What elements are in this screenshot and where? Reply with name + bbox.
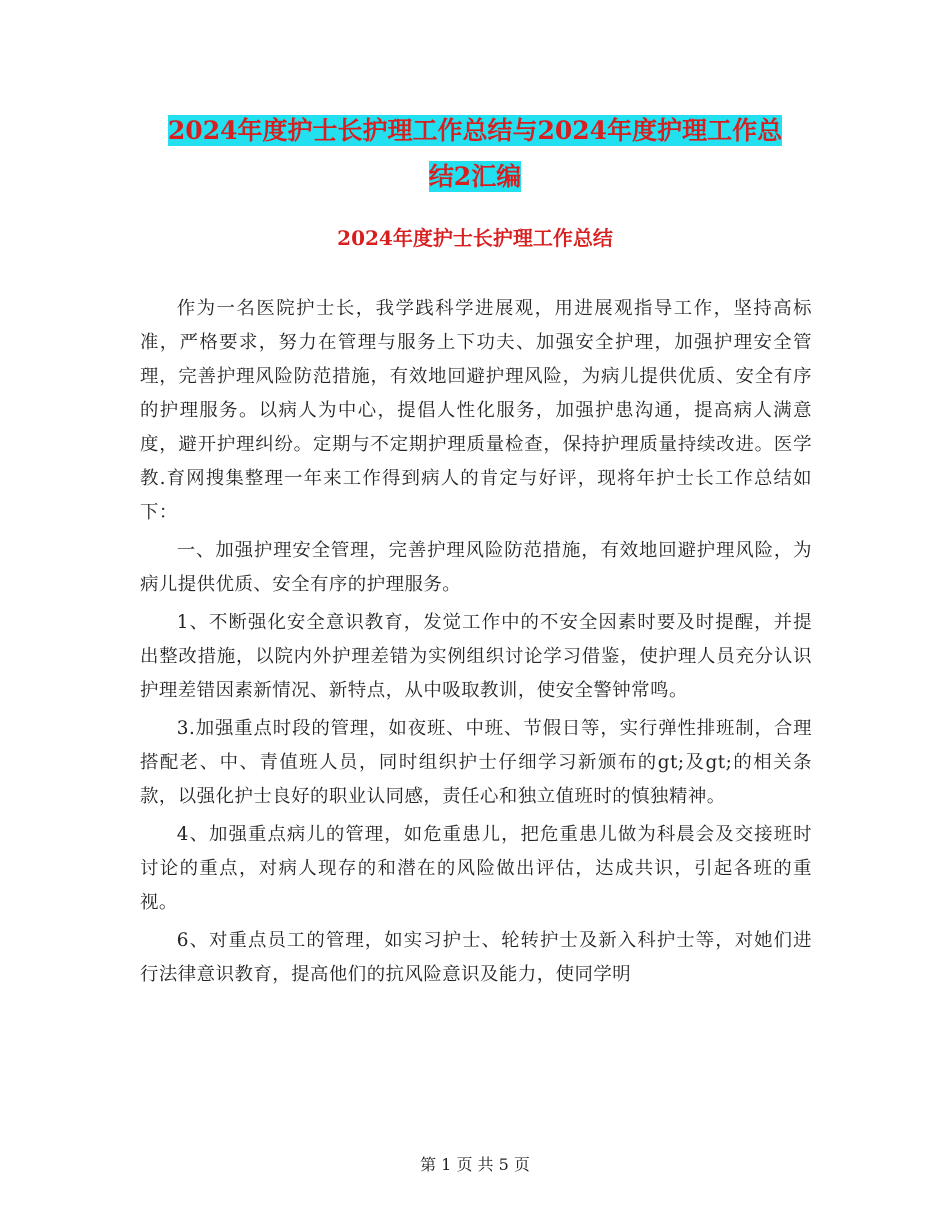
paragraph-section-1: 一、加强护理安全管理，完善护理风险防范措施，有效地回避护理风险，为病儿提供优质、安全有序的护理服务。 xyxy=(140,540,812,595)
paragraph-item-4: 4、加强重点病儿的管理，如危重患儿，把危重患儿做为科晨会及交接班时讨论的重点，对病人现存的和潜在的风险做出评估，达成共识，引起各班的重视。 xyxy=(140,824,812,913)
document-title-line-2: 结2汇编 xyxy=(428,162,522,191)
document-title-line-1: 2024年度护士长护理工作总结与2024年度护理工作总 xyxy=(167,116,783,145)
document-title xyxy=(0,108,950,200)
paragraph-item-1: 1、不断强化安全意识教育，发觉工作中的不安全因素时要及时提醒，并提出整改措施，以院内外护理差错为实例组织讨论学习借鉴，使护理人员充分认识护理差错因素新情况、新特点，从中吸取教训，使安全警钟常鸣。 xyxy=(140,612,812,701)
document-body xyxy=(140,292,812,996)
section-title: 2024年度护士长护理工作总结 xyxy=(337,226,613,250)
page-footer: 第 1 页 共 5 页 xyxy=(420,1155,530,1174)
paragraph-intro: 作为一名医院护士长，我学践科学进展观，用进展观指导工作，坚持高标准，严格要求，努力在管理与服务上下功夫、加强安全护理，加强护理安全管理，完善护理风险防范措施，有效地回避护理风险，为病儿提供优质、安全有序的护理服务。以病人为中心，提倡人性化服务，加强护患沟通，提高病人满意度，避开护理纠纷。定期与不定期护理质量检查，保持护理质量持续改进。医学教.育网搜集整理一年来工作得到病人的肯定与好评，现将年护士长工作总结如下： xyxy=(140,298,812,523)
paragraph-item-6: 6、对重点员工的管理，如实习护士、轮转护士及新入科护士等，对她们进行法律意识教育，提高他们的抗风险意识及能力，使同学明 xyxy=(140,930,812,985)
paragraph-item-3: 3.加强重点时段的管理，如夜班、中班、节假日等，实行弹性排班制，合理搭配老、中、青值班人员，同时组织护士仔细学习新颁布的gt;及gt;的相关条款，以强化护士良好的职业认同感，责任心和独立值班时的慎独精神。 xyxy=(140,718,812,807)
